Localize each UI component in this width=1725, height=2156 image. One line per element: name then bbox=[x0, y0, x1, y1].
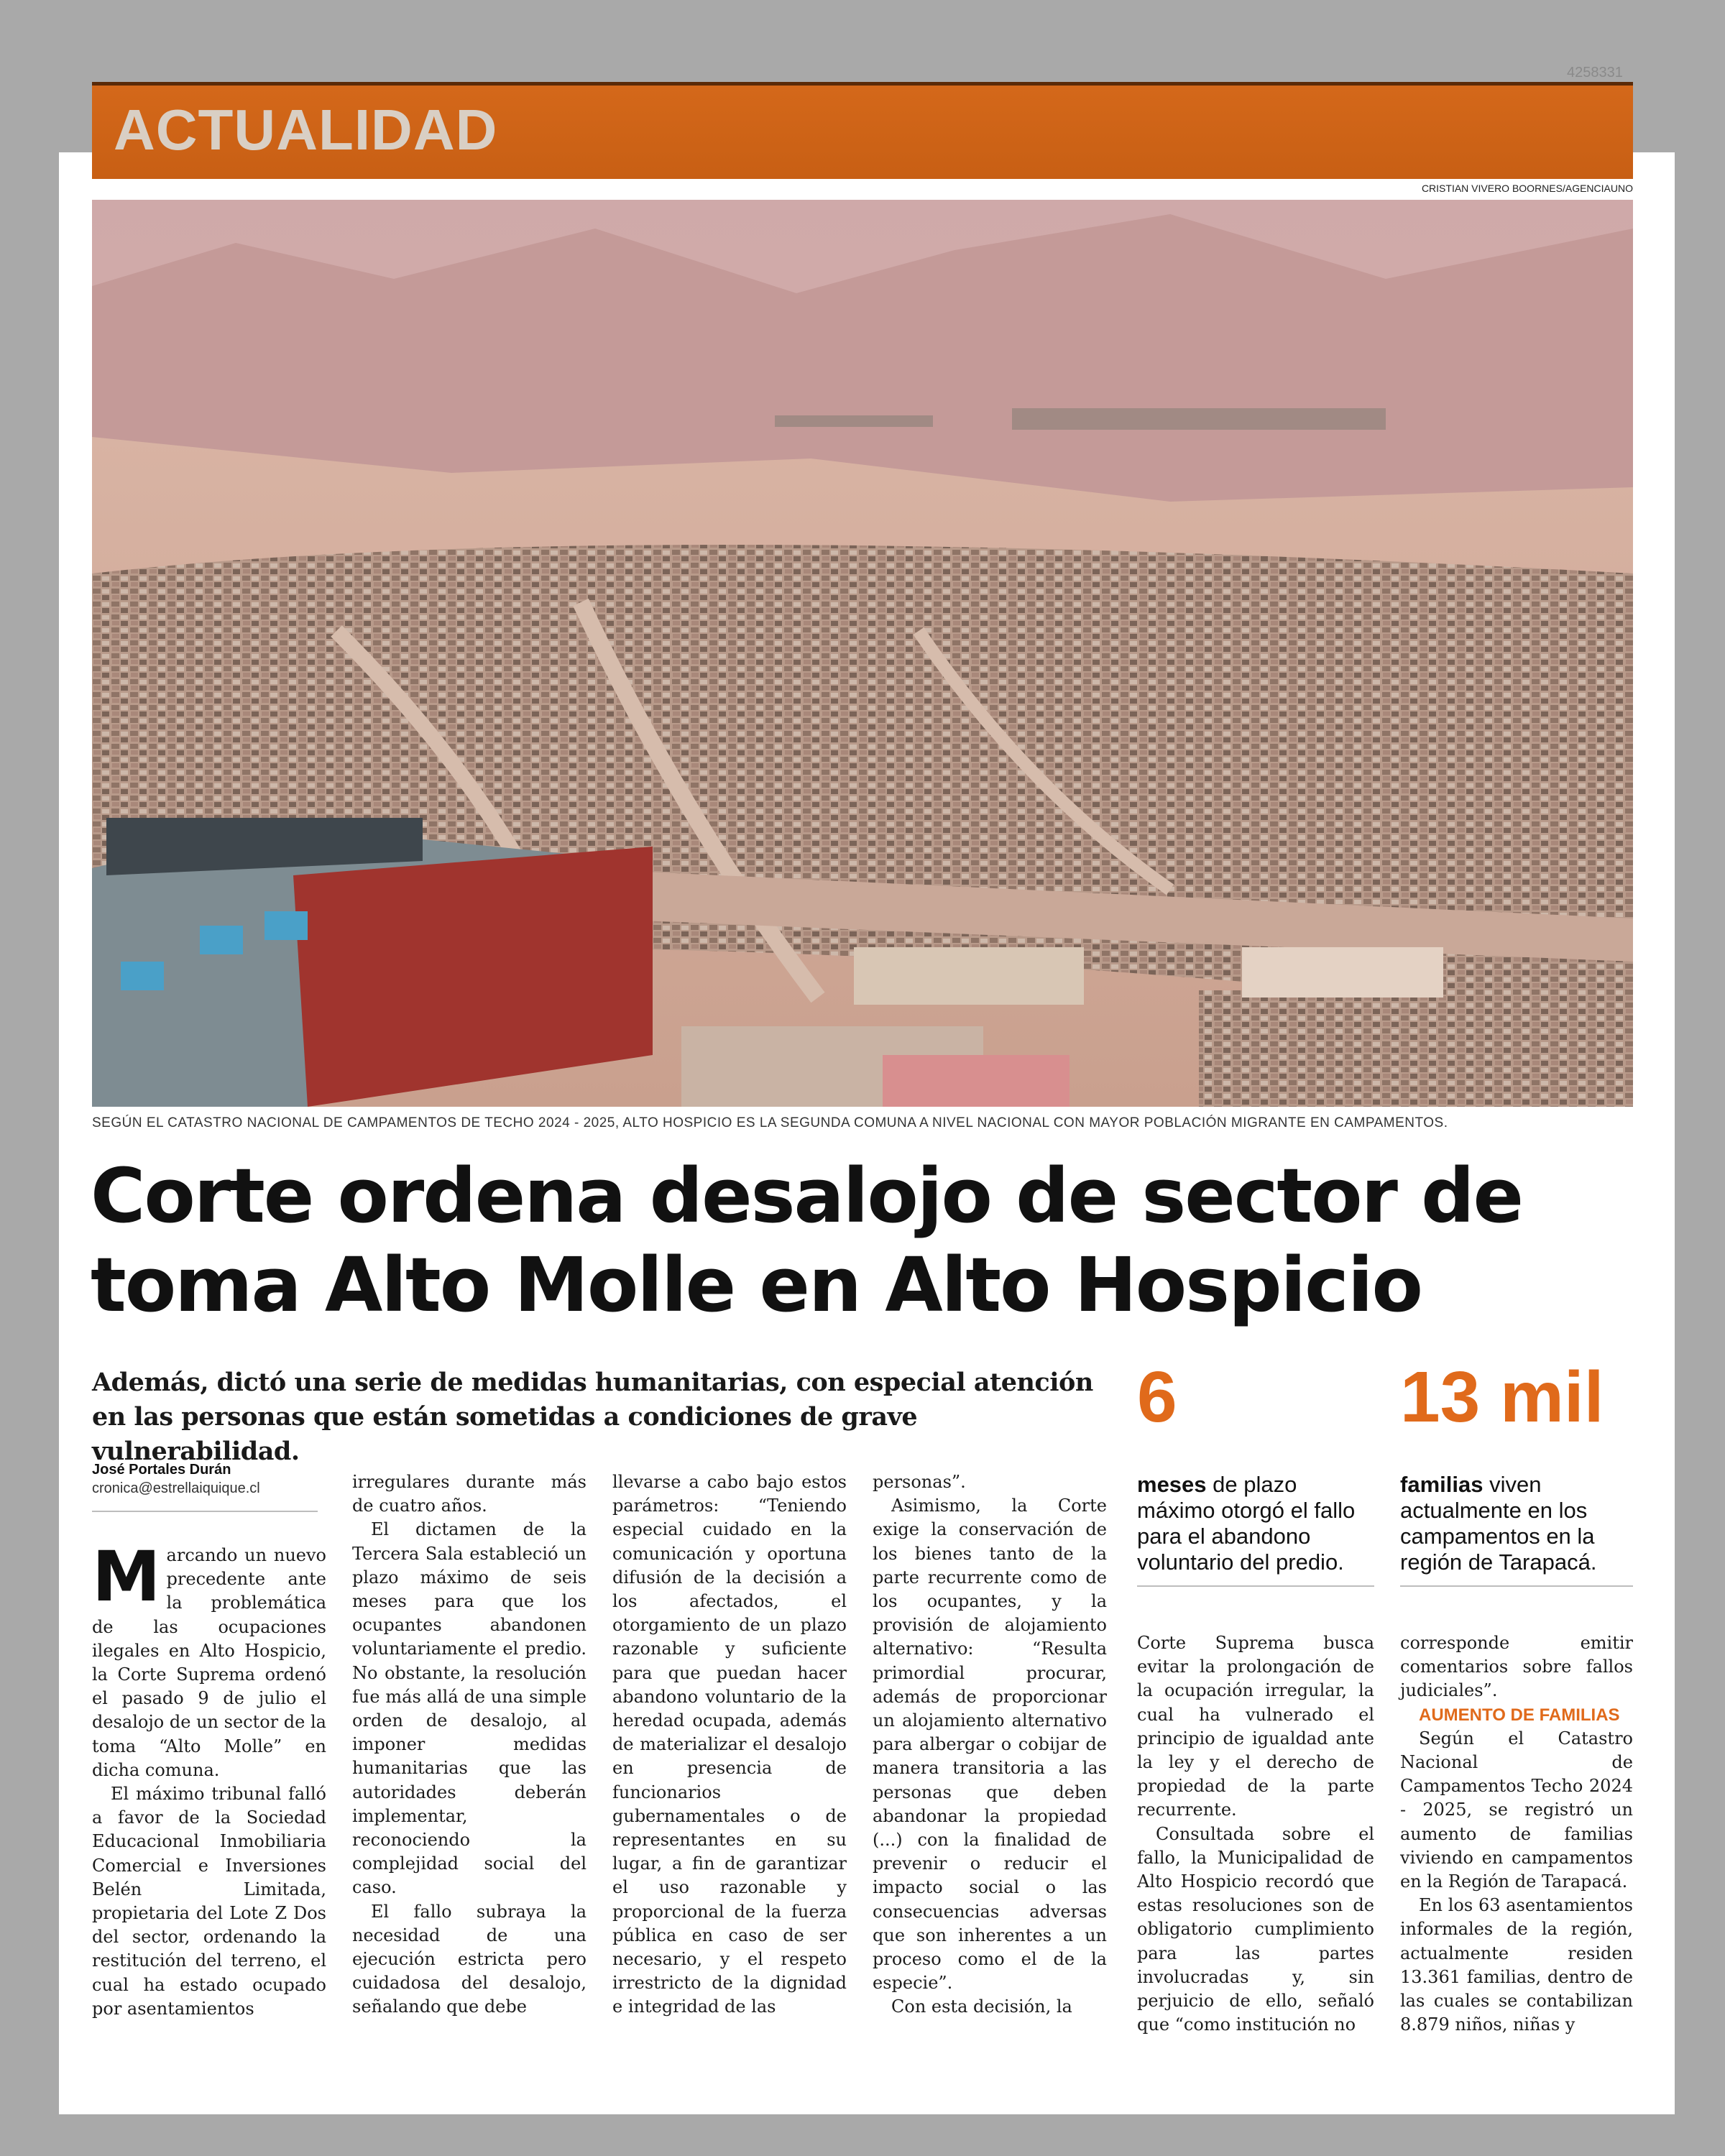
stat-desc-families: viven actualmente en los campamentos en la región de Tarapacá. bbox=[1400, 1472, 1597, 1575]
section-bar bbox=[92, 82, 1633, 179]
article-column-3 bbox=[612, 1470, 847, 2038]
photo-credit: CRISTIAN VIVERO BOORNES/AGENCIAUNO bbox=[1421, 183, 1633, 194]
subheadline: Además, dictó una serie de medidas humanitarias, con especial atención en las personas que están sometidas a condiciones de grave vulnerabilidad. bbox=[92, 1368, 1093, 1466]
article-column-5 bbox=[1137, 1631, 1374, 2041]
byline-email: cronica@estrellaiquique.cl bbox=[92, 1480, 260, 1496]
article-column-6 bbox=[1400, 1631, 1633, 2041]
paragraph: Corte Suprema busca evitar la prolongación de la ocupación irregular, la cual ha vulnerado el principio de igualdad ante la ley y el derecho de propiedad de la parte recurrente. bbox=[1137, 1633, 1374, 1820]
stat-desc-months: de plazo máximo otorgó el fallo para el abandono voluntario del predio. bbox=[1137, 1472, 1356, 1575]
divider bbox=[1400, 1585, 1633, 1587]
article-column-2 bbox=[352, 1470, 586, 2038]
divider bbox=[1137, 1585, 1374, 1587]
divider bbox=[92, 1511, 318, 1512]
stat-number-families: 13 mil bbox=[1400, 1357, 1604, 1437]
section-subhead: AUMENTO DE FAMILIAS bbox=[1419, 1705, 1620, 1725]
paragraph: Marcando un nuevo precedente ante la problemática de las ocupaciones ilegales en Alto Hospicio, la Corte Suprema ordenó el pasado 9 de julio el desalojo de un sector de la toma “Alto Molle” en dicha comuna. bbox=[92, 1537, 326, 1780]
paragraph: irregulares durante más de cuatro años. bbox=[352, 1472, 586, 1516]
headline: Corte ordena desalojo de sector de toma Alto Molle en Alto Hospicio bbox=[91, 1152, 1523, 1329]
paragraph: El dictamen de la Tercera Sala estableció un plazo máximo de seis meses para que los ocupantes abandonen voluntariamente el predio. No obstante, la resolución fue más allá de una simple orden de desalojo, al imponer medidas humanitarias que las autoridades deberán implementar, reconociendo la complejidad social del caso. bbox=[352, 1519, 586, 1898]
paragraph: personas”. bbox=[873, 1472, 966, 1492]
stat-text-families bbox=[1400, 1472, 1637, 1575]
stat-text-months bbox=[1137, 1472, 1374, 1575]
article-column-1 bbox=[92, 1537, 326, 2032]
page-id: 4258331 bbox=[1567, 65, 1623, 80]
paragraph: El máximo tribunal falló a favor de la Sociedad Educacional Inmobiliaria Comercial e Inversiones Belén Limitada, propietaria del Lote Z Dos del sector, ordenando la restitución del terreno, el cual ha estado ocupado por asentamientos bbox=[92, 1784, 326, 2019]
paragraph: Consultada sobre el fallo, la Municipalidad de Alto Hospicio recordó que estas resoluciones son de obligatorio cumplimiento para las partes involucradas y, sin perjuicio de ello, señaló que “como institución no bbox=[1137, 1823, 1374, 2035]
stat-bold-families: familias bbox=[1400, 1472, 1484, 1497]
article-column-4 bbox=[873, 1470, 1107, 2038]
paragraph: corresponde emitir comentarios sobre fallos judiciales”. bbox=[1400, 1633, 1633, 1701]
paragraph: Con esta decisión, la bbox=[891, 1996, 1072, 2017]
paragraph: llevarse a cabo bajo estos parámetros: “Teniendo especial cuidado en la comunicación y oportuna difusión de la decisión a los afectados, el otorgamiento de un plazo razonable y suficiente para que puedan hacer abandono voluntario de la heredad ocupada, además de materializar el desalojo en presencia de funcionarios gubernamentales o de representantes en su lugar, a fin de garantizar el uso razonable y proporcional de la fuerza pública en caso de ser necesario, y el respeto irrestricto de la dignidad e integridad de las bbox=[612, 1472, 847, 2017]
paragraph: Según el Catastro Nacional de Campamentos Techo 2024 - 2025, se registró un aumento de familias viviendo en campamentos en la Región de Tarapacá. bbox=[1400, 1728, 1633, 1892]
byline-author: José Portales Durán bbox=[92, 1462, 231, 1478]
aerial-photo bbox=[92, 200, 1633, 1107]
paragraph: El fallo subraya la necesidad de una ejecución estricta pero cuidadosa del desalojo, señalando que debe bbox=[352, 1901, 586, 2017]
stat-bold-months: meses bbox=[1137, 1472, 1207, 1497]
paragraph: Asimismo, la Corte exige la conservación de los bienes tanto de la parte recurrente como de los ocupantes, y la provisión de alojamiento alternativo: “Resulta primordial procurar, además de proporcionar un alojamiento alternativo para albergar o cobijar de manera transitoria a las personas que deben abandonar la propiedad (...) con la finalidad de prevenir o reducir el impacto social o las consecuencias adversas que son inherentes a un proceso como el de la especie”. bbox=[873, 1496, 1107, 1994]
stat-number-months: 6 bbox=[1137, 1357, 1177, 1437]
photo-caption: SEGÚN EL CATASTRO NACIONAL DE CAMPAMENTOS DE TECHO 2024 - 2025, ALTO HOSPICIO ES LA SEGUNDA COMUNA A NIVEL NACIONAL CON MAYOR POBLACIÓN MIGRANTE EN CAMPAMENTOS. bbox=[92, 1115, 1448, 1130]
paragraph: En los 63 asentamientos informales de la región, actualmente residen 13.361 familias, dentro de las cuales se contabilizan 8.879 niños, niñas y bbox=[1400, 1895, 1633, 2035]
drop-cap: M bbox=[92, 1537, 161, 1617]
section-label: ACTUALIDAD bbox=[114, 98, 498, 162]
